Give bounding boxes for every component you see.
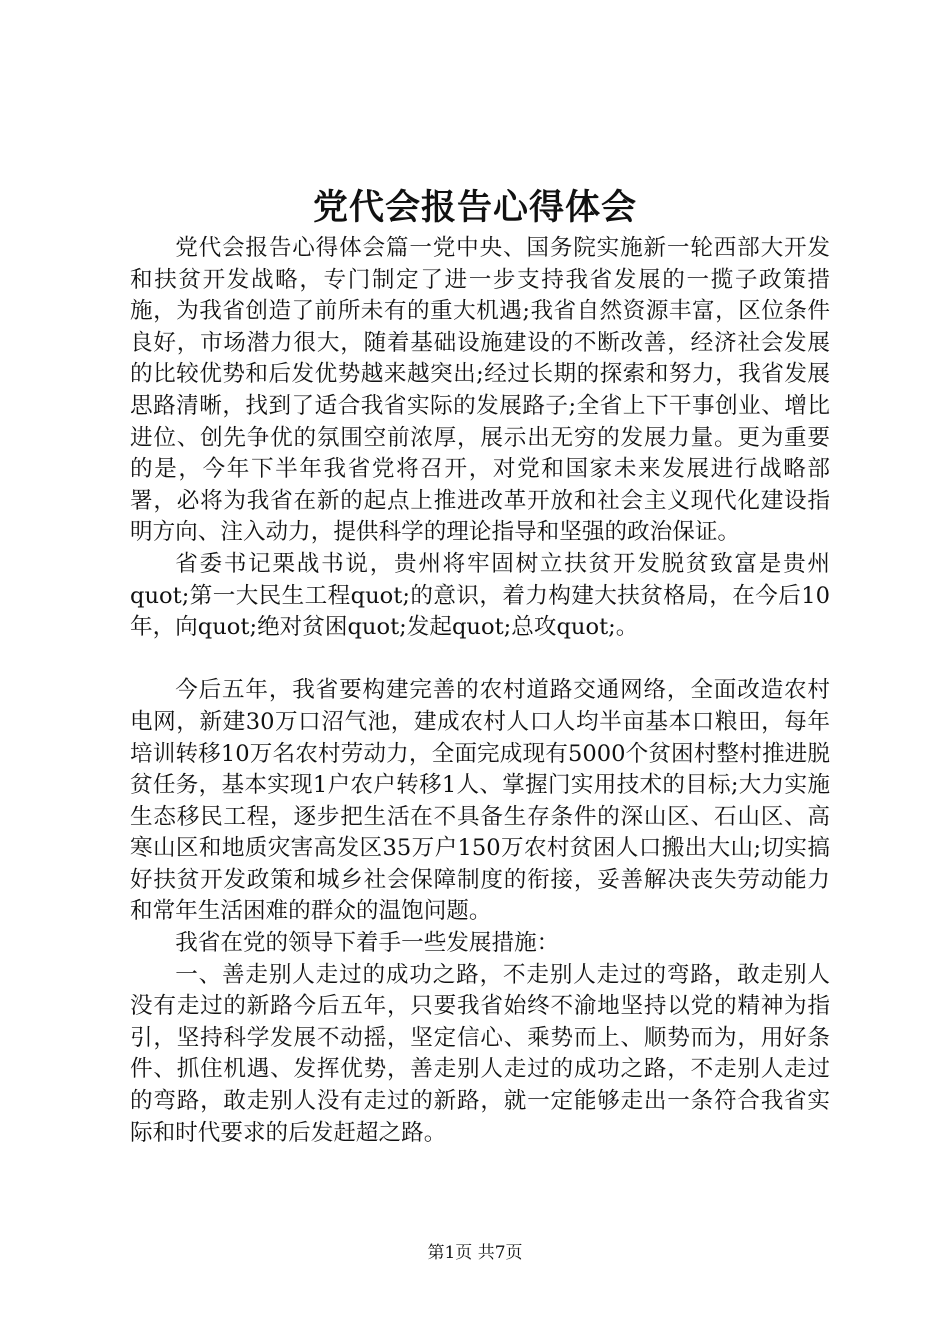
page-title: 党代会报告心得体会	[312, 187, 637, 228]
paragraph-5: 一、善走别人走过的成功之路，不走别人走过的弯路，敢走别人没有走过的新路今后五年，只要我省始终不渝地坚持以党的精神为指引，坚持科学发展不动摇，坚定信心、乘势而上、顺势而为，用好条件、抓住机遇、发挥优势，善走别人走过的成功之路，不走别人走过的弯路，敢走别人没有走过的新路，就一定能够走出一条符合我省实际和时代要求的后发赶超之路。	[130, 961, 830, 1146]
page-footer: 第1页 共7页	[427, 1243, 523, 1263]
document-body	[130, 233, 830, 1149]
paragraph-3: 今后五年，我省要构建完善的农村道路交通网络，全面改造农村电网，新建30万口沼气池，建成农村人口人均半亩基本口粮田，每年培训转移10万名农村劳动力，全面完成现有5000个贫困村整村推进脱贫任务，基本实现1户农户转移1人、掌握门实用技术的目标;大力实施生态移民工程，逐步把生活在不具备生存条件的深山区、石山区、高寒山区和地质灾害高发区35万户150万农村贫困人口搬出大山;切实搞好扶贫开发政策和城乡社会保障制度的衔接，妥善解决丧失劳动能力和常年生活困难的群众的温饱问题。	[130, 677, 830, 925]
paragraph-1: 党代会报告心得体会篇一党中央、国务院实施新一轮西部大开发和扶贫开发战略，专门制定了进一步支持我省发展的一揽子政策措施，为我省创造了前所未有的重大机遇;我省自然资源丰富，区位条件良好，市场潜力很大，随着基础设施建设的不断改善，经济社会发展的比较优势和后发优势越来越突出;经过长期的探索和努力，我省发展思路清晰，找到了适合我省实际的发展路子;全省上下干事创业、增比进位、创先争优的氛围空前浓厚，展示出无穷的发展力量。更为重要的是，今年下半年我省党将召开，对党和国家未来发展进行战略部署，必将为我省在新的起点上推进改革开放和社会主义现代化建设指明方向、注入动力，提供科学的理论指导和坚强的政治保证。	[130, 235, 830, 546]
paragraph-2: 省委书记栗战书说，贵州将牢固树立扶贫开发脱贫致富是贵州quot;第一大民生工程quot;的意识，着力构建大扶贫格局，在今后10年，向quot;绝对贫困quot;发起quot;总攻quot;。	[130, 550, 830, 641]
paragraph-spacer	[130, 644, 830, 676]
paragraph-4: 我省在党的领导下着手一些发展措施：	[175, 930, 560, 957]
